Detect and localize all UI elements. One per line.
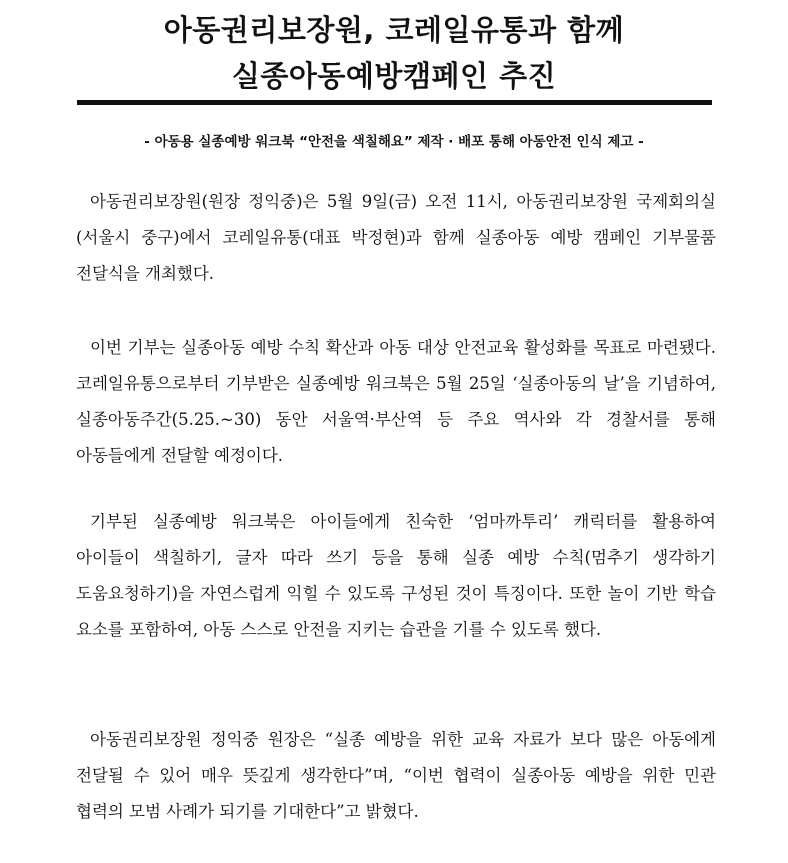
press-title-line-1: 아동권리보장원, 코레일유통과 함께: [163, 13, 625, 47]
body-paragraph-4: 아동권리보장원 정익중 원장은 “실종 예방을 위한 교육 자료가 보다 많은 아동에게 전달될 수 있어 매우 뜻깊게 생각한다”며, “이번 협력이 실종아동 예방을 위한 민관 협력의 모범 사례가 되기를 기대한다”고 밝혔다.: [76, 730, 716, 821]
body-paragraph-2: 이번 기부는 실종아동 예방 수칙 확산과 아동 대상 안전교육 활성화를 목표로 마련됐다. 코레일유통으로부터 기부받은 실종예방 워크북은 5월 25일 ‘실종아동의 날’을 기념하여, 실종아동주간(5.25.~30) 동안 서울역·부산역 등 주요 역사와 각 경찰서를 통해 아동들에게 전달할 예정이다.: [76, 338, 716, 465]
press-title-line-2: 실종아동예방캠페인 추진: [231, 59, 557, 93]
title-divider: [77, 100, 712, 105]
press-subtitle: - 아동용 실종예방 워크북 “안전을 색칠해요” 제작 · 배포 통해 아동안전 인식 제고 -: [144, 134, 644, 150]
body-paragraph-3: 기부된 실종예방 워크북은 아이들에게 친숙한 ‘엄마까투리’ 캐릭터를 활용하여 아이들이 색칠하기, 글자 따라 쓰기 등을 통해 실종 예방 수칙(멈추기 생각하기 도움요청하기)을 자연스럽게 익힐 수 있도록 구성된 것이 특징이다. 또한 놀이 기반 학습 요소를 포함하여, 아동 스스로 안전을 지키는 습관을 기를 수 있도록 했다.: [76, 512, 716, 639]
body-paragraph-1: 아동권리보장원(원장 정익중)은 5월 9일(금) 오전 11시, 아동권리보장원 국제회의실(서울시 중구)에서 코레일유통(대표 박정현)과 함께 실종아동 예방 캠페인 기부물품 전달식을 개최했다.: [76, 192, 716, 283]
